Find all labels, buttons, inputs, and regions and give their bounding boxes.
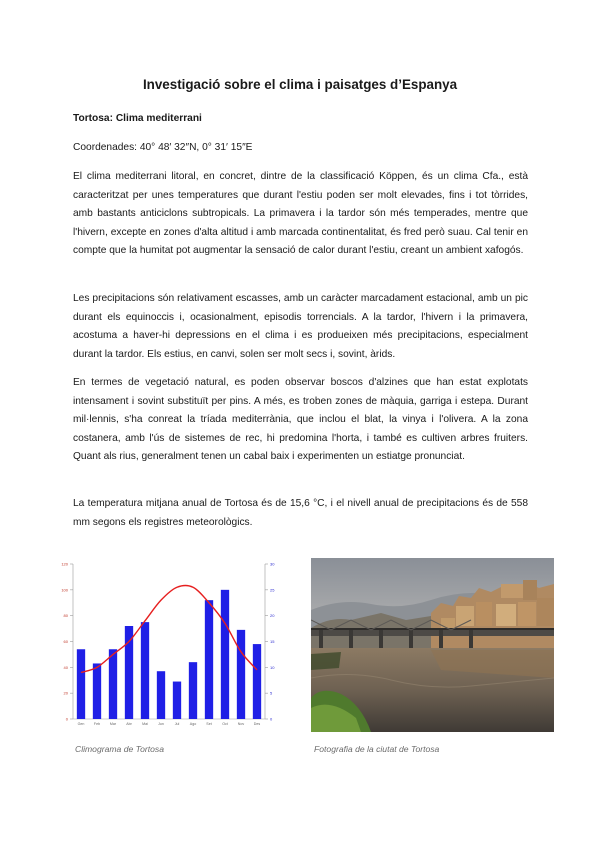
x-tick-label: Nov bbox=[237, 722, 245, 726]
x-tick-label: Set bbox=[206, 722, 212, 726]
x-tick-label: Jul bbox=[174, 722, 180, 726]
right-tick-label: 5 bbox=[270, 690, 273, 696]
chart-background bbox=[55, 556, 280, 732]
left-tick-label: 100 bbox=[61, 587, 68, 593]
precipitation-bar bbox=[173, 682, 181, 719]
left-tick-label: 40 bbox=[63, 664, 68, 670]
precipitation-bar bbox=[125, 626, 133, 719]
right-tick-label: 20 bbox=[270, 613, 275, 619]
climograph bbox=[55, 556, 280, 732]
climograph-svg bbox=[55, 556, 280, 732]
precipitation-bar bbox=[77, 649, 85, 719]
tortosa-photo-illustration bbox=[311, 558, 554, 732]
left-tick-label: 80 bbox=[63, 613, 68, 619]
x-tick-label: Feb bbox=[93, 722, 101, 726]
paragraph-precipitation: Les precipitacions són relativament escasses, amb un caràcter marcadament estacional, amb un pic durant els equinoccis i, ocasionalment, episodis torrencials. A la tardor, l'hivern i la primavera, acostuma a haver-hi depressions en el clima i es produeixen més precipitacions, especialment durant la tardor. Els estius, en canvi, solen ser molt secs i, sovint, àrids. bbox=[73, 293, 528, 360]
paragraph-summary: La temperatura mitjana anual de Tortosa és de 15,6 °C, i el nivell anual de precipitacions és de 558 mm segons els registres meteorològics. bbox=[73, 498, 528, 528]
precipitation-bar bbox=[109, 649, 117, 719]
photo-caption: Fotografia de la ciutat de Tortosa bbox=[314, 744, 440, 754]
left-tick-label: 20 bbox=[63, 690, 68, 696]
x-tick-label: Gen bbox=[77, 722, 85, 726]
x-tick-label: Des bbox=[253, 722, 261, 726]
city-photo bbox=[311, 558, 554, 732]
precipitation-bar bbox=[221, 590, 229, 719]
right-tick-label: 25 bbox=[270, 587, 275, 593]
x-tick-label: Mai bbox=[142, 722, 148, 726]
paragraph-vegetation: En termes de vegetació natural, es poden observar boscos d'alzines que han estat explotats intensament i sovint substituït per pins. A més, es troben zones de màquia, garriga i estepa. Durant mil·lennis, s'ha conreat la tríada mediterrània, que inclou el blat, la vinya i l'olivera. A la zona costanera, amb l'ús de sistemes de rec, hi predomina l'horta, i també es cultiven arbres fruiters. Quant als rius, generalment tenen un cabal baix i experimenten un estiatge pronunciat. bbox=[73, 377, 528, 463]
chart-caption: Climograma de Tortosa bbox=[75, 744, 165, 754]
paragraph-climate: El clima mediterrani litoral, en concret, dintre de la classificació Köppen, és un clima Cfa., està caracteritzat per unes temperatures que durant l'estiu poden ser molt elevades, fins i tot tòrrides, amb bastants anticiclons subtropicals. La primavera i la tardor són més temperades, mentre que l'hivern, excepte en zones d'alta altitud i amb marcada continentalitat, és fred però suau. Cal tenir en compte que la humitat pot augmentar la sensació de calor durant l'estiu, creant un ambient xafogós. bbox=[73, 171, 528, 257]
precipitation-bar bbox=[205, 600, 213, 719]
precipitation-bar bbox=[237, 630, 245, 719]
coordinates-line: Coordenades: 40° 48′ 32″N, 0° 31′ 15″E bbox=[73, 142, 253, 153]
precipitation-bar bbox=[157, 671, 165, 719]
right-tick-label: 30 bbox=[270, 561, 275, 567]
right-tick-label: 15 bbox=[270, 639, 275, 644]
x-tick-label: Abr bbox=[126, 722, 132, 726]
x-tick-label: Ago bbox=[189, 722, 197, 726]
left-tick-label: 120 bbox=[61, 561, 68, 567]
precipitation-bar bbox=[189, 662, 197, 719]
left-tick-label: 60 bbox=[63, 639, 68, 644]
right-tick-label: 0 bbox=[270, 716, 273, 722]
x-tick-label: Oct bbox=[222, 722, 228, 726]
precipitation-bar bbox=[253, 644, 261, 719]
precipitation-bar bbox=[93, 663, 101, 719]
page-title: Investigació sobre el clima i paisatges d’Espanya bbox=[142, 77, 458, 92]
x-tick-label: Jun bbox=[158, 722, 164, 726]
precipitation-bar bbox=[141, 622, 149, 719]
x-tick-label: Mar bbox=[109, 722, 117, 726]
right-tick-label: 10 bbox=[270, 664, 275, 670]
left-tick-label: 0 bbox=[65, 716, 68, 722]
section-subtitle: Tortosa: Clima mediterrani bbox=[73, 113, 202, 124]
